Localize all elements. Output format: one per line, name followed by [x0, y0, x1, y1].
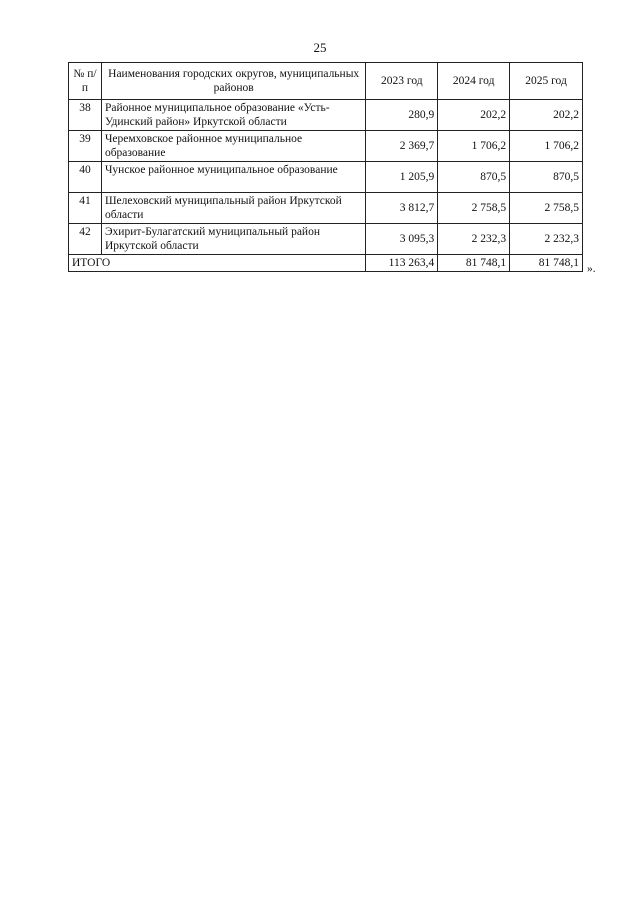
table-header-row	[69, 63, 583, 100]
row-name: Шелеховский муниципальный район Иркутской области	[101, 193, 365, 224]
row-2023: 2 369,7	[366, 131, 438, 162]
row-2024: 870,5	[438, 162, 510, 193]
table-row	[69, 162, 583, 193]
row-2024: 2 232,3	[438, 224, 510, 255]
header-name: Наименования городских округов, муниципальных районов	[101, 63, 365, 100]
row-2023: 3 095,3	[366, 224, 438, 255]
row-2024: 1 706,2	[438, 131, 510, 162]
table-row	[69, 224, 583, 255]
total-2024: 81 748,1	[438, 255, 510, 272]
row-name: Черемховское районное муниципальное образование	[101, 131, 365, 162]
total-2023: 113 263,4	[366, 255, 438, 272]
row-name: Районное муниципальное образование «Усть-Удинский район» Иркутской области	[101, 100, 365, 131]
table-row	[69, 193, 583, 224]
row-name: Чунское районное муниципальное образование	[101, 162, 365, 193]
row-2023: 1 205,9	[366, 162, 438, 193]
table-row	[69, 100, 583, 131]
header-2023: 2023 год	[366, 63, 438, 100]
header-2024: 2024 год	[438, 63, 510, 100]
row-num: 40	[69, 162, 102, 193]
budget-table	[68, 62, 583, 272]
row-2025: 2 232,3	[510, 224, 583, 255]
total-label: ИТОГО	[69, 255, 366, 272]
closing-quote-mark: ».	[587, 263, 596, 275]
row-2025: 202,2	[510, 100, 583, 131]
table-row	[69, 131, 583, 162]
row-2023: 3 812,7	[366, 193, 438, 224]
row-name: Эхирит-Булагатский муниципальный район Иркутской области	[101, 224, 365, 255]
header-2025: 2025 год	[510, 63, 583, 100]
header-num: № п/п	[69, 63, 102, 100]
total-row	[69, 255, 583, 272]
row-num: 42	[69, 224, 102, 255]
row-num: 39	[69, 131, 102, 162]
row-2024: 202,2	[438, 100, 510, 131]
row-2024: 2 758,5	[438, 193, 510, 224]
row-2023: 280,9	[366, 100, 438, 131]
row-num: 41	[69, 193, 102, 224]
row-2025: 1 706,2	[510, 131, 583, 162]
row-num: 38	[69, 100, 102, 131]
row-2025: 2 758,5	[510, 193, 583, 224]
row-2025: 870,5	[510, 162, 583, 193]
total-2025: 81 748,1	[510, 255, 583, 272]
page-number: 25	[313, 40, 327, 55]
